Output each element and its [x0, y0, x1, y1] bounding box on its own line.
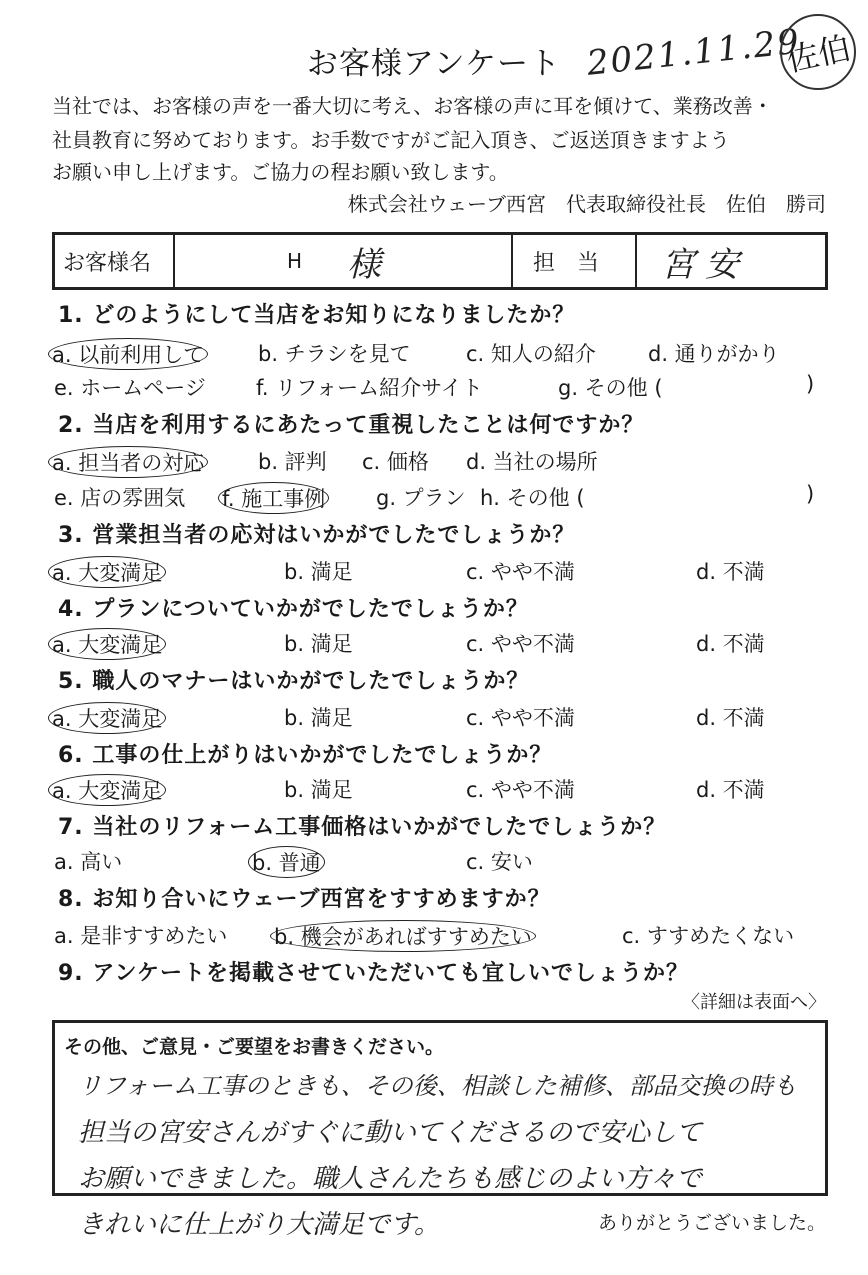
- q6-option-a: [52, 774, 166, 806]
- staff-name-value: 宮安: [661, 244, 749, 285]
- survey-title: お客様アンケート: [306, 46, 562, 82]
- q1-option-g-close: ): [806, 372, 815, 396]
- q2-option-b: b. 評判: [258, 450, 327, 474]
- customer-name-value: H: [287, 249, 303, 273]
- q2-option-a: [52, 446, 208, 478]
- selected-mark: b. 機会があればすすめたい: [270, 920, 536, 952]
- q1-option-b: b. チラシを見て: [258, 342, 411, 366]
- q7-option-a: a. 高い: [54, 850, 123, 874]
- selected-mark: a. 以前利用して: [48, 338, 208, 370]
- seal-text: 佐伯: [783, 28, 854, 80]
- customer-info-box: [52, 232, 828, 290]
- q2-option-f: [222, 482, 329, 514]
- selected-mark: a. 担当者の対応: [48, 446, 208, 478]
- q4-option-b: b. 満足: [284, 632, 353, 656]
- q1-option-a: [52, 338, 208, 370]
- q6-option-b: b. 満足: [284, 778, 353, 802]
- q8-option-b: [274, 920, 536, 952]
- selected-mark: a. 大変満足: [48, 774, 166, 806]
- q3-option-b: b. 満足: [284, 560, 353, 584]
- q2-option-c: c. 価格: [362, 450, 429, 474]
- q3-option-a: [52, 556, 166, 588]
- q1-option-f: f. リフォーム紹介サイト: [256, 376, 483, 400]
- question-2: 2. 当店を利用するにあたって重視したことは何ですか？: [58, 413, 645, 438]
- question-1: 1. どのようにして当店をお知りになりましたか？: [58, 303, 576, 328]
- handwritten-date: 2021.11.29: [585, 21, 803, 84]
- q1-option-e: e. ホームページ: [54, 376, 206, 400]
- q2-option-h-close: ): [806, 482, 815, 506]
- q6-option-d: d. 不満: [696, 778, 765, 802]
- q2-option-d: d. 当社の場所: [466, 450, 598, 474]
- q8-option-c: c. すすめたくない: [622, 924, 795, 948]
- q4-option-d: d. 不満: [696, 632, 765, 656]
- intro-line-2: 社員教育に努めております。お手数ですがご記入頂き、ご返送頂きますよう: [52, 128, 730, 152]
- question-6: 6. 工事の仕上がりはいかがでしたでしょうか？: [58, 743, 553, 768]
- question-8: 8. お知り合いにウェーブ西宮をすすめますか？: [58, 887, 551, 912]
- q5-option-d: d. 不満: [696, 706, 765, 730]
- selected-mark: b. 普通: [248, 846, 325, 878]
- q7-option-b: [252, 846, 325, 878]
- question-5: 5. 職人のマナーはいかがでしたでしょうか？: [58, 669, 530, 694]
- q4-option-a: [52, 628, 166, 660]
- seal-stamp: [780, 14, 856, 90]
- staff-label: 担 当: [533, 250, 600, 276]
- selected-mark: f. 施工事例: [218, 482, 329, 514]
- customer-name-label: お客様名: [63, 250, 152, 276]
- comment-line-4: きれいに仕上がり大満足です。: [78, 1210, 440, 1240]
- selected-mark: a. 大変満足: [48, 628, 166, 660]
- q5-option-a: [52, 702, 166, 734]
- comment-line-1: リフォーム工事のときも、その後、相談した補修、部品交換の時も: [78, 1072, 797, 1100]
- q1-option-c: c. 知人の紹介: [466, 342, 596, 366]
- thanks-text: ありがとうございました。: [597, 1212, 826, 1234]
- q3-option-d: d. 不満: [696, 560, 765, 584]
- q2-option-e: e. 店の雰囲気: [54, 486, 186, 510]
- comment-prompt: その他、ご意見・ご要望をお書きください。: [64, 1036, 445, 1058]
- intro-line-1: 当社では、お客様の声を一番大切に考え、お客様の声に耳を傾けて、業務改善・: [52, 94, 773, 118]
- intro-line-3: お願い申し上げます。ご協力の程お願い致します。: [52, 160, 509, 184]
- q5-option-c: c. やや不満: [466, 706, 575, 730]
- question-7: 7. 当社のリフォーム工事価格はいかがでしたでしょうか？: [58, 815, 667, 840]
- q2-option-h: h. その他 (: [480, 486, 585, 510]
- q7-option-c: c. 安い: [466, 850, 533, 874]
- question-3: 3. 営業担当者の応対はいかがでしたでしょうか？: [58, 523, 576, 548]
- question-9: 9. アンケートを掲載させていただいても宜しいでしょうか？: [58, 961, 690, 986]
- company-name: 株式会社ウェーブ西宮 代表取締役社長 佐伯 勝司: [347, 192, 826, 216]
- selected-mark: a. 大変満足: [48, 702, 166, 734]
- q3-option-c: c. やや不満: [466, 560, 575, 584]
- detail-note: 〈詳細は表面へ〉: [682, 992, 826, 1013]
- customer-name-suffix: 様: [347, 244, 381, 285]
- q6-option-c: c. やや不満: [466, 778, 575, 802]
- q1-option-g: g. その他 (: [558, 376, 663, 400]
- q5-option-b: b. 満足: [284, 706, 353, 730]
- q2-option-g: g. プラン: [376, 486, 466, 510]
- q1-option-d: d. 通りがかり: [648, 342, 780, 366]
- q8-option-a: a. 是非すすめたい: [54, 924, 228, 948]
- question-4: 4. プランについていかがでしたでしょうか？: [58, 597, 529, 622]
- q4-option-c: c. やや不満: [466, 632, 575, 656]
- comment-line-2: 担当の宮安さんがすぐに動いてくださるので安心して: [78, 1118, 703, 1148]
- comment-line-3: お願いできました。職人さんたちも感じのよい方々で: [78, 1164, 703, 1194]
- selected-mark: a. 大変満足: [48, 556, 166, 588]
